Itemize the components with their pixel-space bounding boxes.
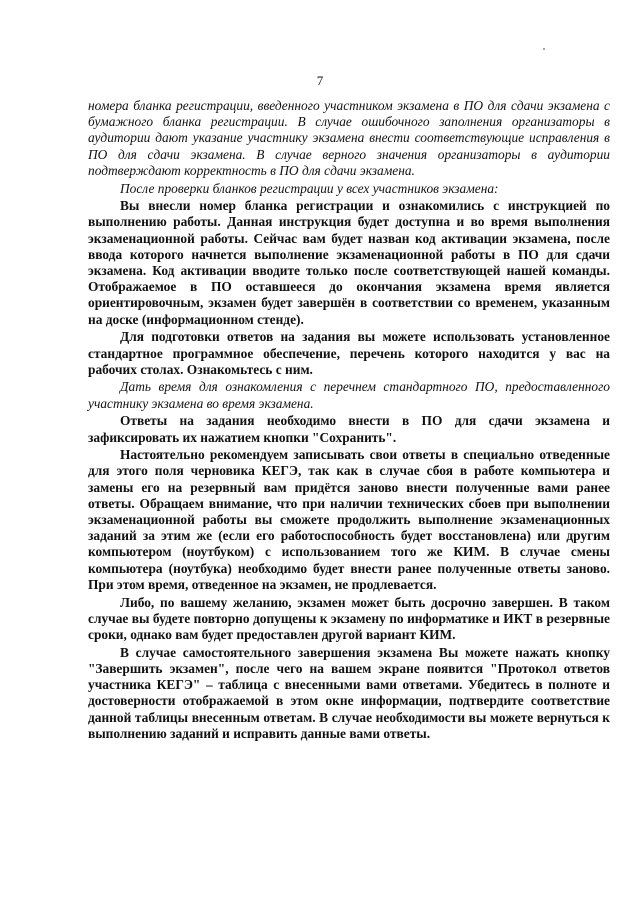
scan-speck	[543, 48, 545, 50]
speech-early-finish-paragraph: Либо, по вашему желанию, экзамен может быть досрочно завершен. В таком случае вы будете повторно допущены к экзамену по информатике и ИКТ в резервные сроки, однако вам будет предоставлен другой вариант КИМ.	[88, 594, 610, 642]
italic-instruction-software-time: Дать время для ознакомления с перечнем стандартного ПО, предоставленного участнику экзамена во время экзамена.	[88, 379, 610, 411]
italic-instruction-continuation: номера бланка регистрации, введенного участником экзамена в ПО для сдачи экзамена с бумажного бланка регистрации. В случае ошибочного заполнения организаторы в аудитории дают указание участнику экзамена внести соответствующие исправления в ПО для сдачи экзамена. В случае верного значения организаторы в аудитории подтверждают корректность в ПО для сдачи экзамена.	[88, 98, 610, 178]
page-number: 7	[316, 73, 324, 88]
speech-finish-exam-paragraph: В случае самостоятельного завершения экзамена Вы можете нажать кнопку "Завершить экзамен", после чего на вашем экране появится "Протокол ответов участника КЕГЭ" – таблица с внесенными вами ответами. Убедитесь в полноте и достоверности отображаемой в этом окне информации, подтвердите соответствие данной таблицы внесенным ответам. В случае необходимости вы можете вернуться к выполнению заданий и исправить данные вами ответы.	[88, 644, 610, 741]
speech-answers-paragraph: Ответы на задания необходимо внести в ПО для сдачи экзамена и зафиксировать их нажатием кнопки "Сохранить".	[88, 413, 610, 445]
document-body	[88, 98, 610, 743]
italic-instruction-after-check: После проверки бланков регистрации у всех участников экзамена:	[120, 180, 499, 196]
speech-draft-recommendation-paragraph: Настоятельно рекомендуем записывать свои ответы в специально отведенные для этого поля черновика КЕГЭ, так как в случае сбоя в работе компьютера и замены его на резервный вам придётся заново внести полученные вами ранее ответы. Обращаем внимание, что при наличии технических сбоев при выполнении экзаменационной работы вы сможете продолжить выполнение экзаменационных заданий за этим же (если его работоспособность будет восстановлена) или другим компьютером (ноутбуком) с использованием того же КИМ. В случае смены компьютера (ноутбука) необходимо будет внести ранее полученные ответы заново. При этом время, отведенное на экзамен, не продлевается.	[88, 447, 610, 592]
speech-registration-paragraph: Вы внесли номер бланка регистрации и ознакомились с инструкцией по выполнению работы. Данная инструкция будет доступна и во время выполнения экзаменационной работы. Сейчас вам будет назван код активации экзамена, после ввода которого начнется выполнение экзаменационной работы в ПО для сдачи экзамена. Код активации вводите только после соответствующей нашей команды. Отображаемое в ПО оставшееся до окончания экзамена время является ориентировочным, экзамен будет завершён в соответствии со временем, указанным на доске (информационном стенде).	[88, 198, 610, 327]
speech-software-paragraph: Для подготовки ответов на задания вы можете использовать установленное стандартное программное обеспечение, перечень которого находится у вас на рабочих столах. Ознакомьтесь с ним.	[88, 329, 610, 377]
